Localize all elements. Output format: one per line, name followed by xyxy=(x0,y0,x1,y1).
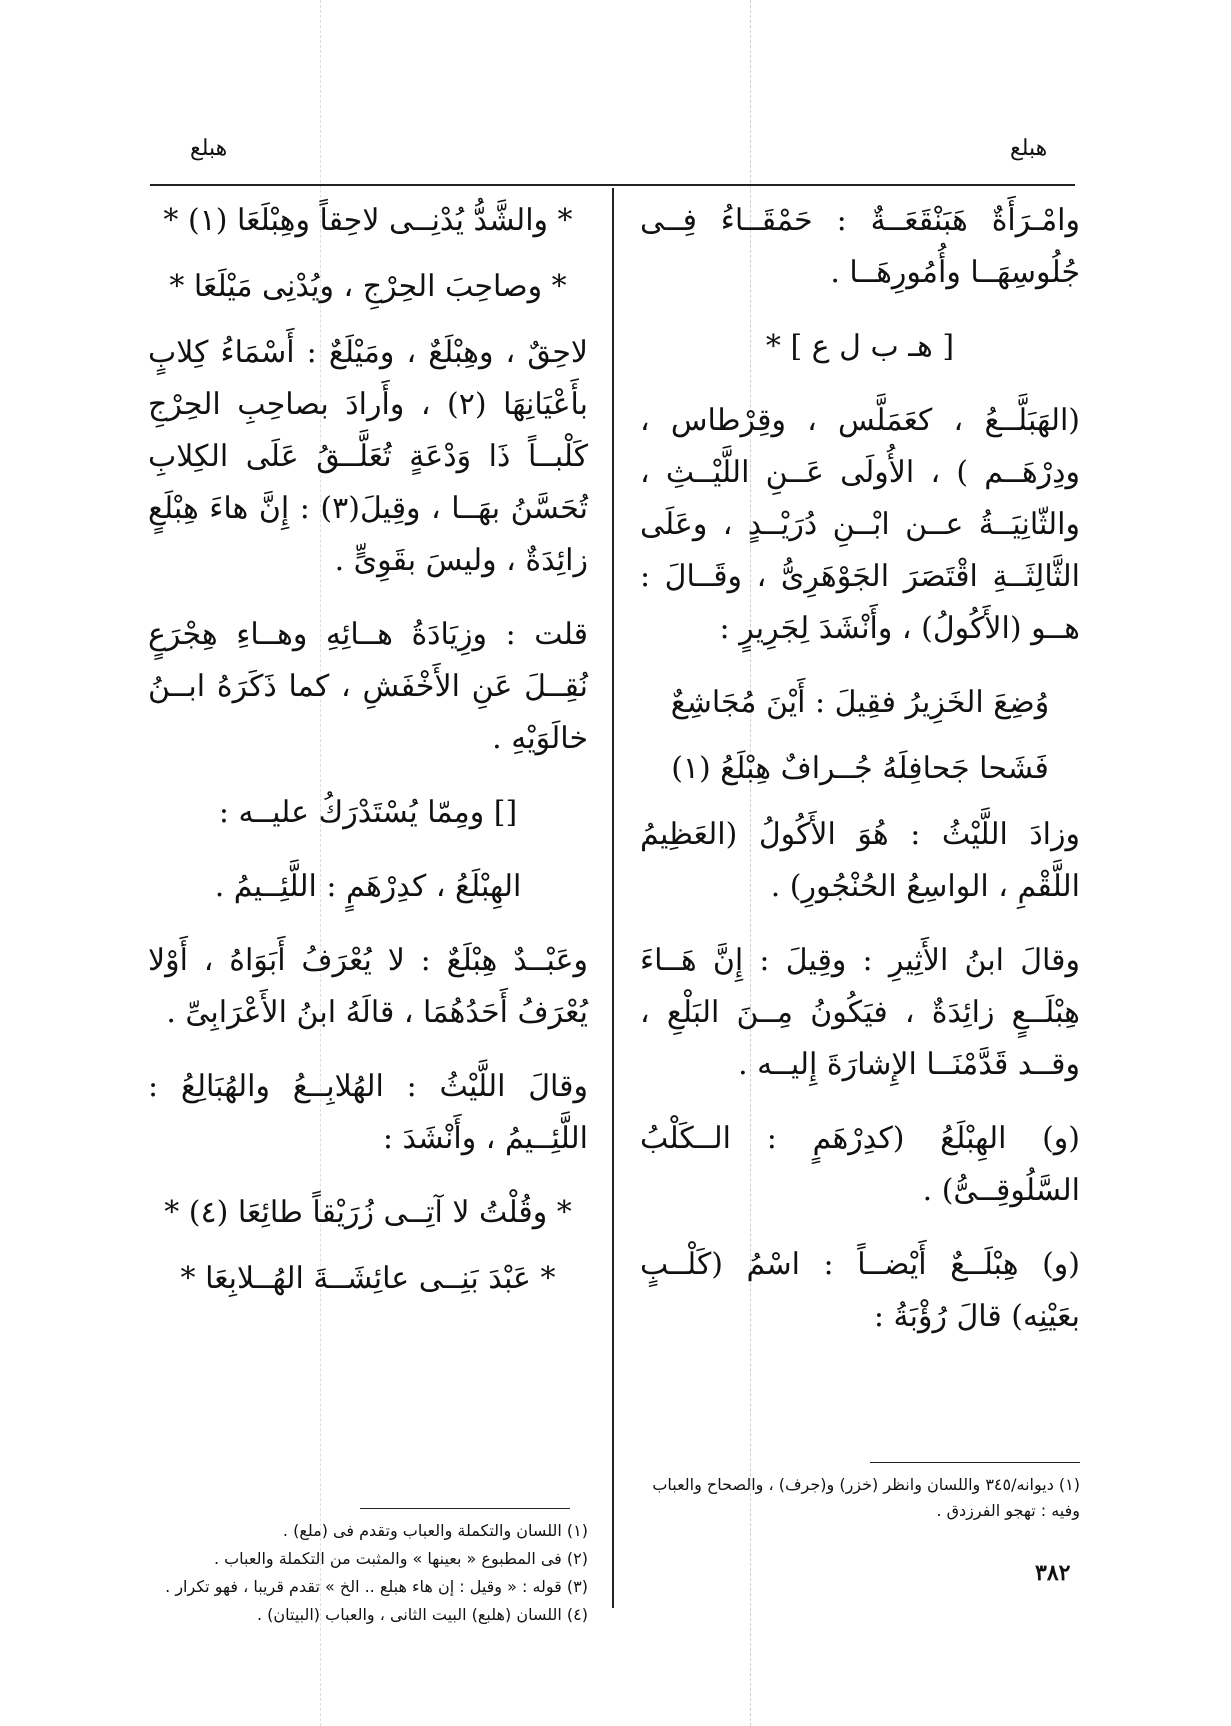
paragraph: الهِبْلَعُ ، كدِرْهَمٍ : اللَّئِــيمُ . xyxy=(214,869,522,904)
column-divider xyxy=(612,188,614,1608)
paragraph: وعَبْــدٌ هِبْلَعٌ : لا يُعْرَفُ أَبَوَاهُ ، أَوْلا يُعْرَفُ أَحَدُهُمَا ، قالَهُ ابنُ الأَعْرَابِىِّ . xyxy=(148,943,588,1030)
paragraph: وقالَ ابنُ الأَثِيرِ : وقِيلَ : إِنَّ هَــاءَ هِبْلَــعٍ زائِدَةٌ ، فيَكُونُ مِــنَ البَلْعِ ، وقــد قَدَّمْنَــا الإِشارَةَ إِليــه . xyxy=(640,943,1080,1082)
footnote: (٤) اللسان (هلبع) البيت الثانى ، والعباب (البيتان) . xyxy=(256,1605,588,1624)
footnote-rule xyxy=(360,1508,570,1509)
footnote: (١) ديوانه/٣٤٥ واللسان وانظر (خزر) و(جرف) ، والصحاح والعباب وفيه : تهجو الفرزدق . xyxy=(652,1475,1080,1520)
verse-line: * عَبْدَ بَنِــى عائِشَــةَ الهُــلابِعَا * xyxy=(180,1261,556,1296)
footnote: (٢) فى المطبوع « بعينها » والمثبت من التكملة والعباب . xyxy=(213,1549,588,1568)
verse-line: * والشَّدُّ يُدْنِــى لاحِقاً وهِبْلَعَا (١) * xyxy=(163,203,573,238)
running-head-left: هبلع xyxy=(190,136,228,161)
verse-line: * وصاحِبَ الحِرْجِ ، ويُدْنِى مَيْلَعَا * xyxy=(169,269,567,304)
footnote: (٣) قوله : « وقيل : إن هاء هبلع .. الخ » تقدم قريبا ، فهو تكرار . xyxy=(165,1577,588,1596)
footnote: (١) اللسان والتكملة والعباب وتقدم فى (ملع) . xyxy=(282,1521,588,1540)
page-number: ٣٨٢ xyxy=(1035,1560,1071,1586)
paragraph: (و) هِبْلَــعٌ أَيْضــاً : اسْمُ (كَلْــبٍ بعَيْنِه) قالَ رُؤْبَةُ : xyxy=(640,1247,1080,1334)
left-column xyxy=(148,195,588,1319)
verse-line: * وقُلْتُ لا آتِــى زُرَيْقاً طائِعَا (٤) * xyxy=(164,1195,572,1230)
paragraph: وامْـرَأَةٌ هَبَنْقَعَــةٌ : حَمْقَــاءُ فِــى جُلُوسِهَــا وأُمُورِهَــا . xyxy=(640,203,1080,290)
entry-heading: [ هـ ب ل ع ] * xyxy=(765,329,955,364)
right-column xyxy=(640,195,1080,1365)
paragraph: وزادَ اللَّيْثُ : هُوَ الأَكُولُ (العَظِيمُ اللَّقْمِ ، الواسِعُ الحُنْجُورِ) . xyxy=(640,817,1080,904)
paragraph: (الهَبَلَّــعُ ، كعَمَلَّس ، وقِرْطاس ، ودِرْهَــم ) ، الأُولَى عَــنِ اللَّيْــثِ ، والثّانِيَــةُ عــن ابْــنِ دُرَيْــدٍ ، وعَلَى الثَّالِثَــةِ اقْتَصَرَ الجَوْهَرِىُّ ، وقَــالَ : هــو (الأَكُولُ) ، وأَنْشَدَ لِجَرِيرٍ : xyxy=(640,403,1080,646)
paragraph: قلت : وزِيَادَةُ هــائِهِ وهــاءِ هِجْرَعٍ نُقِــلَ عَنِ الأَخْفَشِ ، كما ذَكَرَهُ ابــنُ خالَوَيْهِ . xyxy=(148,617,588,756)
paragraph: (و) الهِبْلَعُ (كدِرْهَمٍ : الــكَلْبُ السَّلُوقِــىُّ) . xyxy=(640,1121,1080,1208)
header-rule xyxy=(150,184,1075,186)
footnote-rule xyxy=(870,1462,1080,1463)
paragraph: [] ومِمّا يُسْتَدْرَكُ عليــه : xyxy=(218,795,518,830)
footnotes-left xyxy=(148,1518,588,1630)
verse-line: وُضِعَ الخَزِيرُ فقِيلَ : أَيْنَ مُجَاشِعٌ xyxy=(670,685,1050,720)
footnotes-right xyxy=(640,1472,1080,1526)
running-head-right: هبلع xyxy=(1010,136,1048,161)
verse-line: فَشَحا جَحافِلَهُ جُــرافٌ هِبْلَعُ (١) xyxy=(671,751,1049,786)
paragraph: لاحِقٌ ، وهِبْلَعٌ ، ومَيْلَعٌ : أَسْمَاءُ كِلابٍ بأَعْيَانِهَا (٢) ، وأَرادَ بصاحِبِ الحِرْجِ كَلْبــاً ذَا وَدْعَةٍ تُعَلَّــقُ عَلَى الكِلابِ تُحَسَّنُ بهَــا ، وقِيلَ(٣) : إِنَّ هاءَ هِبْلَعٍ زائِدَةٌ ، وليسَ بقَوِىٍّ . xyxy=(148,335,588,578)
paragraph: وقالَ اللَّيْثُ : الهُلابِــعُ والهُبَالِعُ : اللَّئِــيمُ ، وأَنْشَدَ : xyxy=(148,1069,588,1156)
